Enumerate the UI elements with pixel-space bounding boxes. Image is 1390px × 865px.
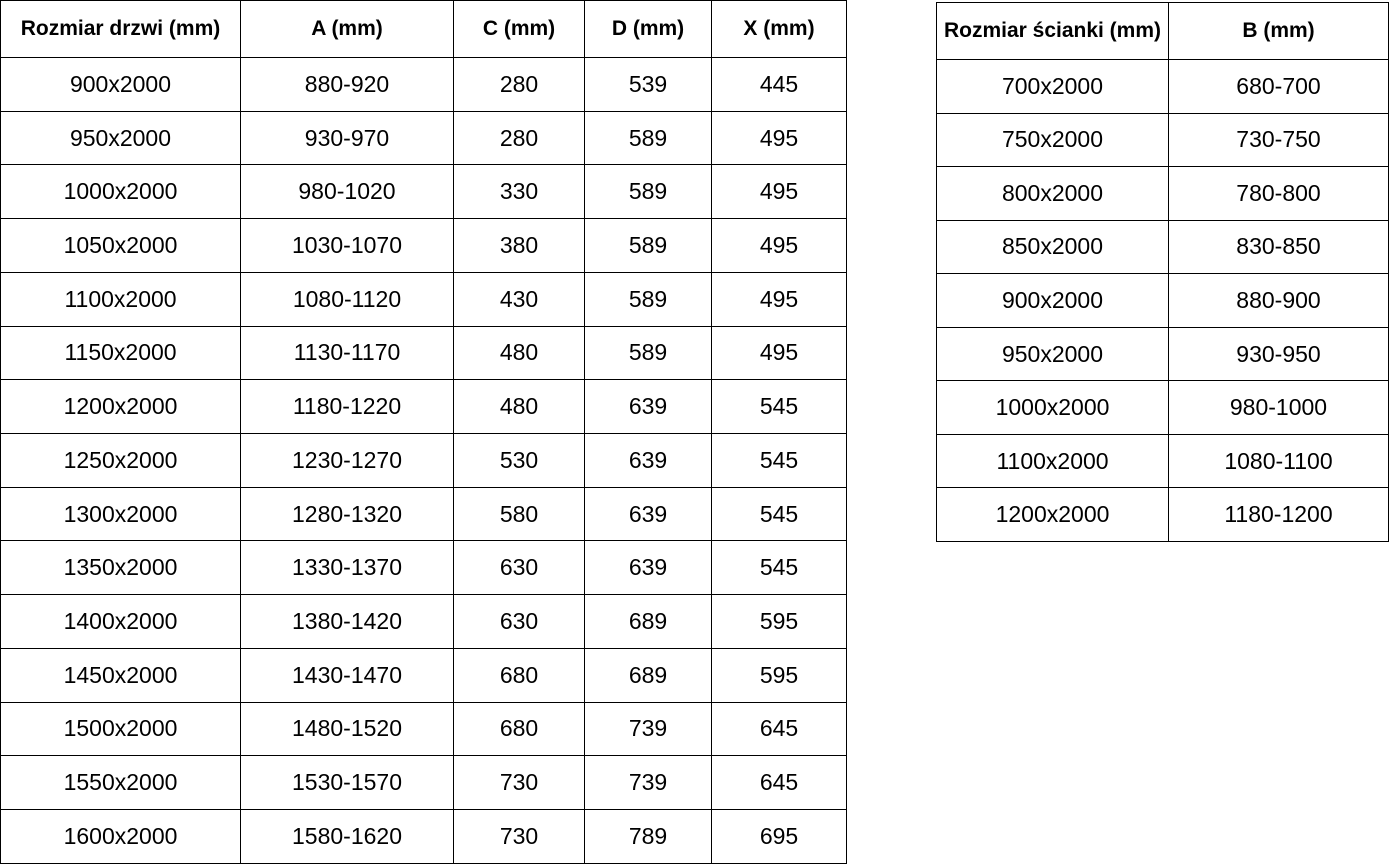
table-row — [937, 381, 1389, 435]
table-row — [937, 434, 1389, 488]
table-cell: 1430-1470 — [241, 648, 454, 702]
table-cell: 480 — [454, 326, 585, 380]
table-cell: 780-800 — [1169, 167, 1389, 221]
column-header: Rozmiar drzwi (mm) — [1, 1, 241, 58]
table-cell: 1180-1220 — [241, 380, 454, 434]
table-cell: 880-900 — [1169, 274, 1389, 328]
column-header: D (mm) — [585, 1, 712, 58]
table-cell: 589 — [585, 165, 712, 219]
table-cell: 280 — [454, 111, 585, 165]
table-row — [1, 165, 847, 219]
table-cell: 1350x2000 — [1, 541, 241, 595]
table-cell: 739 — [585, 756, 712, 810]
column-header: X (mm) — [712, 1, 847, 58]
table-row — [1, 380, 847, 434]
table-row — [937, 327, 1389, 381]
column-header: Rozmiar ścianki (mm) — [937, 3, 1169, 60]
table-cell: 645 — [712, 756, 847, 810]
table-cell: 789 — [585, 810, 712, 864]
table-cell: 730 — [454, 756, 585, 810]
table-cell: 950x2000 — [1, 111, 241, 165]
table-cell: 1500x2000 — [1, 702, 241, 756]
table-row — [1, 219, 847, 273]
table-row — [937, 60, 1389, 114]
table-cell: 545 — [712, 380, 847, 434]
column-header: C (mm) — [454, 1, 585, 58]
table-cell: 595 — [712, 595, 847, 649]
table-cell: 639 — [585, 380, 712, 434]
table-cell: 1150x2000 — [1, 326, 241, 380]
column-header: A (mm) — [241, 1, 454, 58]
table-cell: 1280-1320 — [241, 487, 454, 541]
table-cell: 530 — [454, 434, 585, 488]
table-row — [1, 58, 847, 112]
table-cell: 589 — [585, 219, 712, 273]
column-header: B (mm) — [1169, 3, 1389, 60]
table-cell: 1230-1270 — [241, 434, 454, 488]
header-row — [1, 1, 847, 58]
table-cell: 1200x2000 — [937, 488, 1169, 542]
table-cell: 900x2000 — [937, 274, 1169, 328]
table-cell: 495 — [712, 165, 847, 219]
table-cell: 1400x2000 — [1, 595, 241, 649]
table-cell: 980-1020 — [241, 165, 454, 219]
table-cell: 739 — [585, 702, 712, 756]
table-row — [937, 113, 1389, 167]
table-cell: 380 — [454, 219, 585, 273]
table-row — [937, 488, 1389, 542]
table-cell: 545 — [712, 487, 847, 541]
table-cell: 1450x2000 — [1, 648, 241, 702]
table-row — [1, 595, 847, 649]
table-cell: 1050x2000 — [1, 219, 241, 273]
table-cell: 545 — [712, 541, 847, 595]
table-cell: 980-1000 — [1169, 381, 1389, 435]
table-cell: 700x2000 — [937, 60, 1169, 114]
table-cell: 1250x2000 — [1, 434, 241, 488]
table-row — [1, 326, 847, 380]
table-cell: 1100x2000 — [1, 272, 241, 326]
table-cell: 1550x2000 — [1, 756, 241, 810]
table-cell: 680 — [454, 702, 585, 756]
table-cell: 545 — [712, 434, 847, 488]
table-cell: 580 — [454, 487, 585, 541]
table-cell: 589 — [585, 111, 712, 165]
table-cell: 495 — [712, 111, 847, 165]
table-cell: 595 — [712, 648, 847, 702]
table-cell: 680 — [454, 648, 585, 702]
table-cell: 930-970 — [241, 111, 454, 165]
table-cell: 639 — [585, 434, 712, 488]
table-cell: 1000x2000 — [1, 165, 241, 219]
table-cell: 1330-1370 — [241, 541, 454, 595]
table-cell: 1380-1420 — [241, 595, 454, 649]
table-cell: 750x2000 — [937, 113, 1169, 167]
table-cell: 1600x2000 — [1, 810, 241, 864]
table-cell: 630 — [454, 541, 585, 595]
table-cell: 850x2000 — [937, 220, 1169, 274]
table-cell: 639 — [585, 541, 712, 595]
table-row — [937, 167, 1389, 221]
table-cell: 495 — [712, 326, 847, 380]
table-row — [1, 756, 847, 810]
table-row — [1, 111, 847, 165]
table-cell: 445 — [712, 58, 847, 112]
table-cell: 1480-1520 — [241, 702, 454, 756]
table-cell: 280 — [454, 58, 585, 112]
table-cell: 495 — [712, 219, 847, 273]
table-cell: 680-700 — [1169, 60, 1389, 114]
table-cell: 1580-1620 — [241, 810, 454, 864]
table-row — [937, 274, 1389, 328]
table-cell: 495 — [712, 272, 847, 326]
table-cell: 1080-1120 — [241, 272, 454, 326]
table-cell: 1530-1570 — [241, 756, 454, 810]
table-row — [1, 648, 847, 702]
table-cell: 689 — [585, 595, 712, 649]
table-cell: 930-950 — [1169, 327, 1389, 381]
table-row — [1, 272, 847, 326]
table-cell: 430 — [454, 272, 585, 326]
table-cell: 1130-1170 — [241, 326, 454, 380]
table-cell: 1200x2000 — [1, 380, 241, 434]
table-cell: 950x2000 — [937, 327, 1169, 381]
table-row — [1, 434, 847, 488]
table-row — [1, 702, 847, 756]
table-cell: 1100x2000 — [937, 434, 1169, 488]
table-cell: 900x2000 — [1, 58, 241, 112]
table-cell: 1180-1200 — [1169, 488, 1389, 542]
table-cell: 730-750 — [1169, 113, 1389, 167]
table-cell: 330 — [454, 165, 585, 219]
table-cell: 645 — [712, 702, 847, 756]
table-row — [937, 220, 1389, 274]
table-cell: 639 — [585, 487, 712, 541]
table-cell: 880-920 — [241, 58, 454, 112]
table-cell: 800x2000 — [937, 167, 1169, 221]
table-cell: 1080-1100 — [1169, 434, 1389, 488]
table-cell: 539 — [585, 58, 712, 112]
table-cell: 589 — [585, 272, 712, 326]
table-cell: 630 — [454, 595, 585, 649]
table-row — [1, 810, 847, 864]
table-cell: 730 — [454, 810, 585, 864]
table-row — [1, 487, 847, 541]
table-cell: 589 — [585, 326, 712, 380]
table-cell: 1000x2000 — [937, 381, 1169, 435]
header-row — [937, 3, 1389, 60]
table-row — [1, 541, 847, 595]
table-cell: 830-850 — [1169, 220, 1389, 274]
table-cell: 1300x2000 — [1, 487, 241, 541]
table-cell: 480 — [454, 380, 585, 434]
table-cell: 689 — [585, 648, 712, 702]
table-cell: 695 — [712, 810, 847, 864]
wall-size-table — [936, 2, 1389, 542]
table-cell: 1030-1070 — [241, 219, 454, 273]
